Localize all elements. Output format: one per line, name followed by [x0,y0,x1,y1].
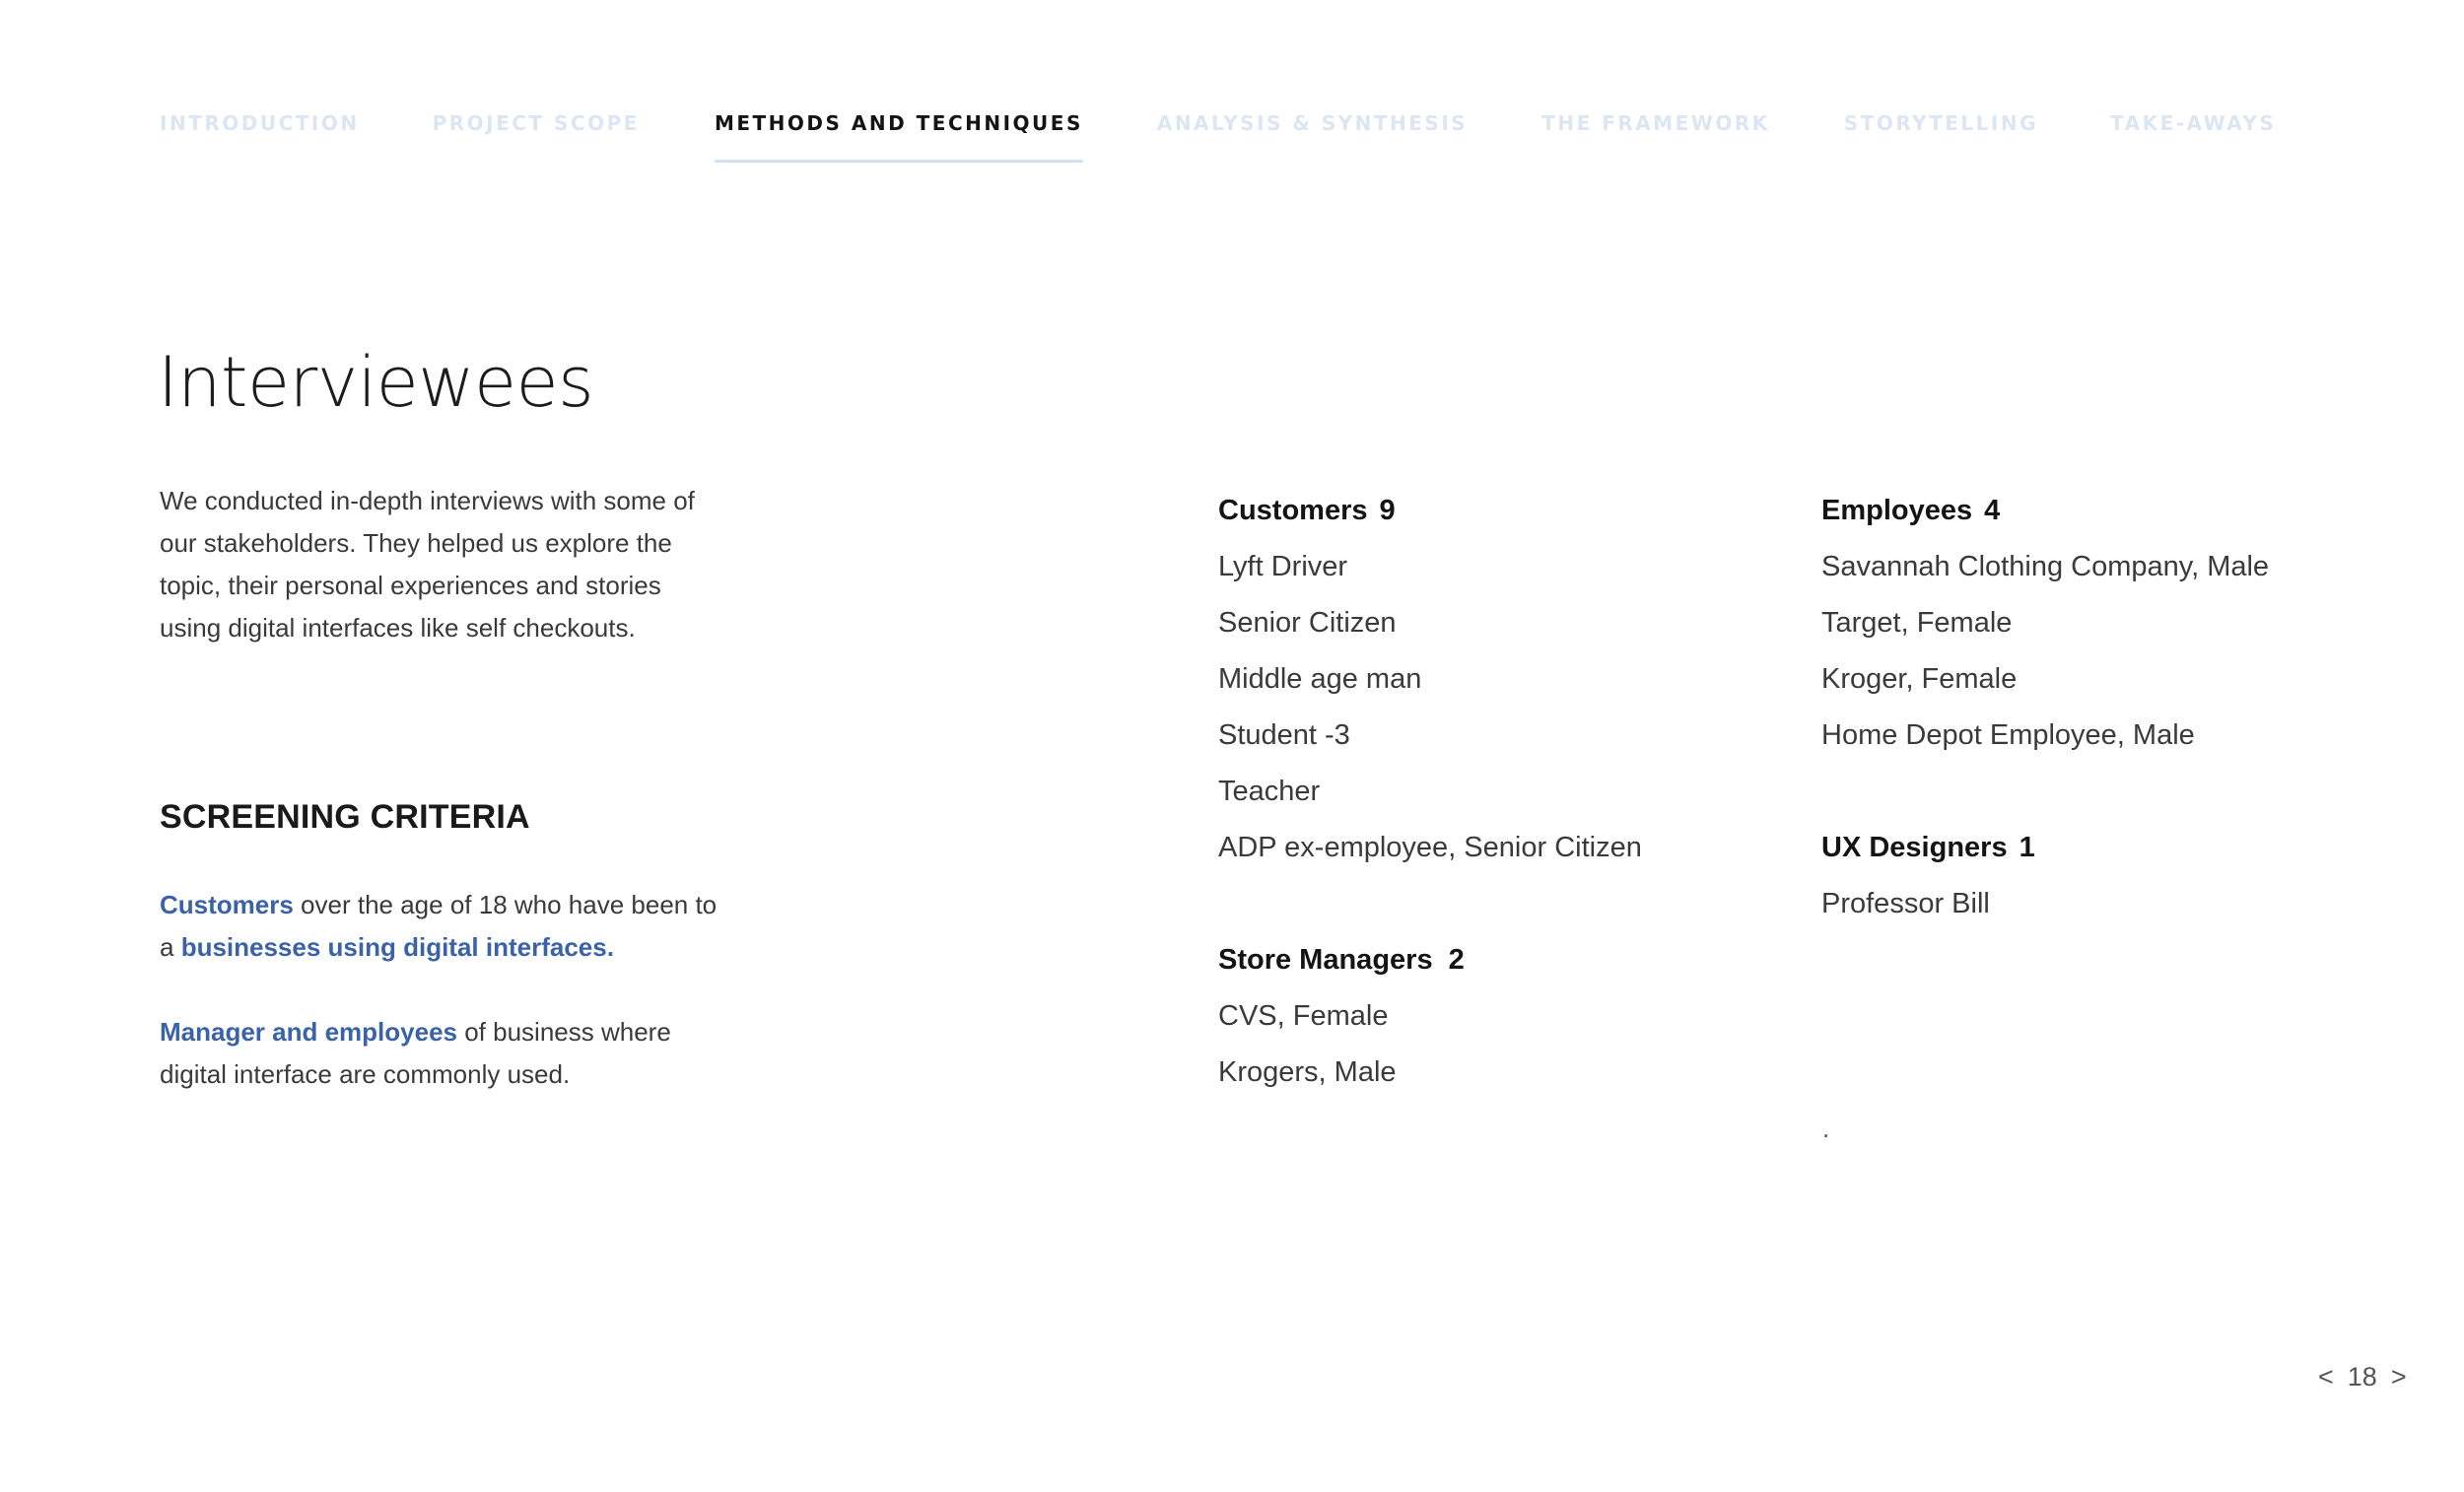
pagination [2318,1362,2407,1392]
criteria-customers [160,884,731,969]
group-name: Employees [1821,495,1973,526]
group-title-store-managers [1218,932,1642,988]
list-item: CVS, Female [1218,1000,1389,1032]
group-title-ux-designers [1821,820,2269,876]
group-ux-designers [1821,820,2269,932]
group-customers [1218,483,1642,876]
criteria-customers-text: over the age of 18 who have been to a [160,890,718,962]
nav-tab-the-framework[interactable]: THE FRAMEWORK [1541,111,1770,135]
nav-tab-methods-and-techniques[interactable]: METHODS AND TECHNIQUES [714,111,1083,135]
criteria-customers-highlight: Customers [160,890,294,919]
list-item: Teacher [1218,776,1321,807]
group-name: Customers [1218,495,1368,526]
interviewee-column-right [1821,483,2269,988]
list-item: Middle age man [1218,663,1422,695]
list-item: Senior Citizen [1218,607,1397,639]
page-number: 18 [2347,1362,2377,1391]
group-count: 1 [2019,832,2035,863]
nav-tab-analysis-synthesis[interactable]: ANALYSIS & SYNTHESIS [1156,111,1469,135]
page-title: Interviewees [158,342,594,423]
list-item: Kroger, Female [1821,663,2018,695]
criteria-managers [160,1011,731,1096]
nav-tab-storytelling[interactable]: STORYTELLING [1843,111,2038,135]
group-employees [1821,483,2269,764]
group-count: 2 [1448,944,1465,976]
list-item: Student -3 [1218,719,1350,751]
list-item: Home Depot Employee, Male [1821,719,2195,751]
group-count: 9 [1379,495,1396,526]
list-item: Professor Bill [1821,888,1990,919]
group-name: Store Managers [1218,944,1433,976]
list-item: Savannah Clothing Company, Male [1821,551,2270,582]
nav-tab-introduction[interactable]: INTRODUCTION [160,111,360,135]
screening-criteria-heading: SCREENING CRITERIA [160,798,530,836]
next-page-button[interactable]: > [2390,1362,2407,1391]
stray-dot: . [1822,1114,1830,1143]
group-count: 4 [1984,495,2001,526]
group-name: UX Designers [1821,832,2008,863]
criteria-businesses-highlight: businesses using digital interfaces. [180,932,614,962]
list-item: Target, Female [1821,607,2013,639]
list-item: Krogers, Male [1218,1056,1397,1088]
list-item: Lyft Driver [1218,551,1348,582]
group-title-customers [1218,483,1642,539]
group-store-managers [1218,932,1642,1101]
prev-page-button[interactable]: < [2318,1362,2334,1391]
section-nav [160,111,2276,135]
intro-paragraph: We conducted in-depth interviews with some of our stakeholders. They helped us explore the topic, their personal experiences and stories using digital interfaces like self checkouts. [160,486,695,643]
criteria-managers-highlight: Manager and employees [160,1017,457,1047]
interviewee-column-left [1218,483,1642,1157]
nav-tab-project-scope[interactable]: PROJECT SCOPE [432,111,640,135]
list-item: ADP ex-employee, Senior Citizen [1218,832,1642,863]
nav-tab-take-aways[interactable]: TAKE-AWAYS [2110,111,2277,135]
group-title-employees [1821,483,2269,539]
criteria-managers-text: of business where digital interface are commonly used. [160,1017,671,1089]
